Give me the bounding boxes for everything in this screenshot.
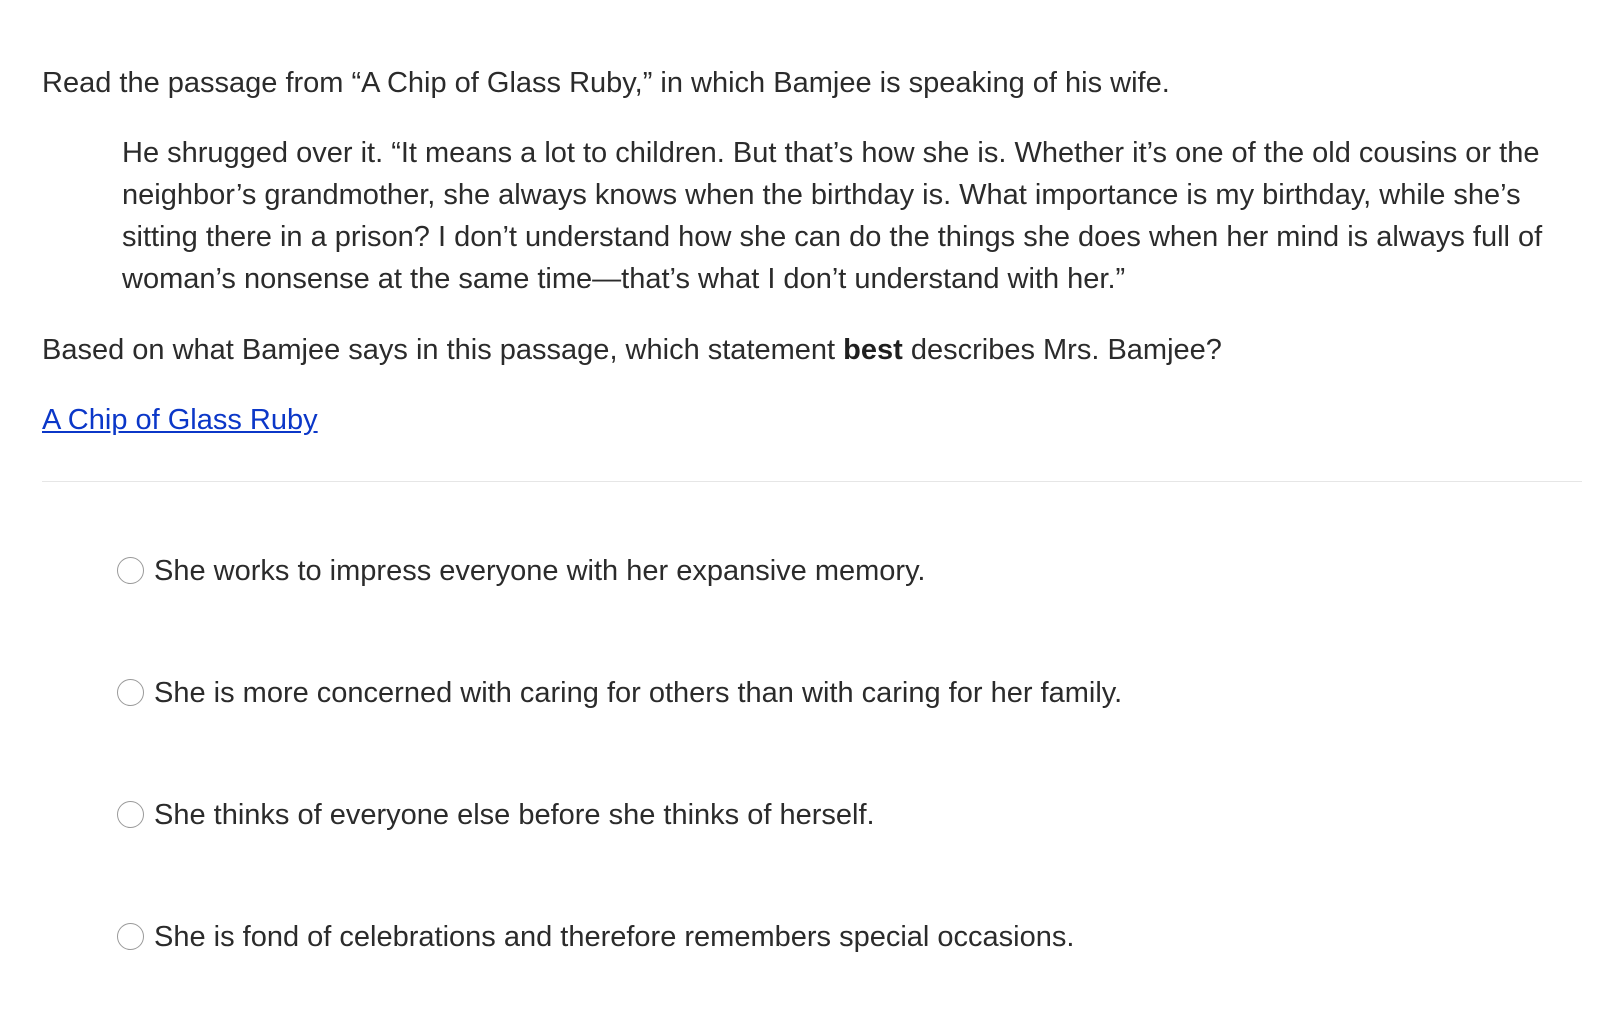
source-text-link[interactable]: A Chip of Glass Ruby bbox=[42, 404, 318, 436]
answer-choices bbox=[117, 551, 1567, 1022]
radio-button-d[interactable] bbox=[117, 923, 144, 950]
question-text bbox=[42, 329, 1582, 371]
answer-choice-d[interactable] bbox=[117, 917, 1567, 1022]
answer-label-c[interactable]: She thinks of everyone else before she thinks of herself. bbox=[154, 799, 875, 831]
answer-choice-c[interactable] bbox=[117, 795, 1567, 917]
question-emphasis: best bbox=[843, 334, 903, 366]
answer-label-a[interactable]: She works to impress everyone with her expansive memory. bbox=[154, 555, 926, 587]
radio-button-c[interactable] bbox=[117, 801, 144, 828]
answer-choice-b[interactable] bbox=[117, 673, 1567, 795]
question-text-end: describes Mrs. Bamjee? bbox=[902, 334, 1222, 366]
answer-label-b[interactable]: She is more concerned with caring for others than with caring for her family. bbox=[154, 677, 1123, 709]
divider bbox=[42, 481, 1582, 482]
passage-excerpt: He shrugged over it. “It means a lot to children. But that’s how she is. Whether it’s one of the old cousins or the neighbor’s grandmother, she always knows when the birthday is. What importance is my birthday, while she’s sitting there in a prison? I don’t understand how she can do the things she does when her mind is always full of woman’s nonsense at the same time—that’s what I don’t understand with her.” bbox=[122, 137, 1543, 295]
answer-choice-a[interactable] bbox=[117, 551, 1567, 673]
radio-button-b[interactable] bbox=[117, 679, 144, 706]
answer-label-d[interactable]: She is fond of celebrations and therefore remembers special occasions. bbox=[154, 921, 1075, 953]
radio-button-a[interactable] bbox=[117, 557, 144, 584]
question-text-start: Based on what Bamjee says in this passage, which statement bbox=[42, 334, 844, 366]
instructions-text: Read the passage from “A Chip of Glass Ruby,” in which Bamjee is speaking of his wife. bbox=[42, 67, 1170, 99]
